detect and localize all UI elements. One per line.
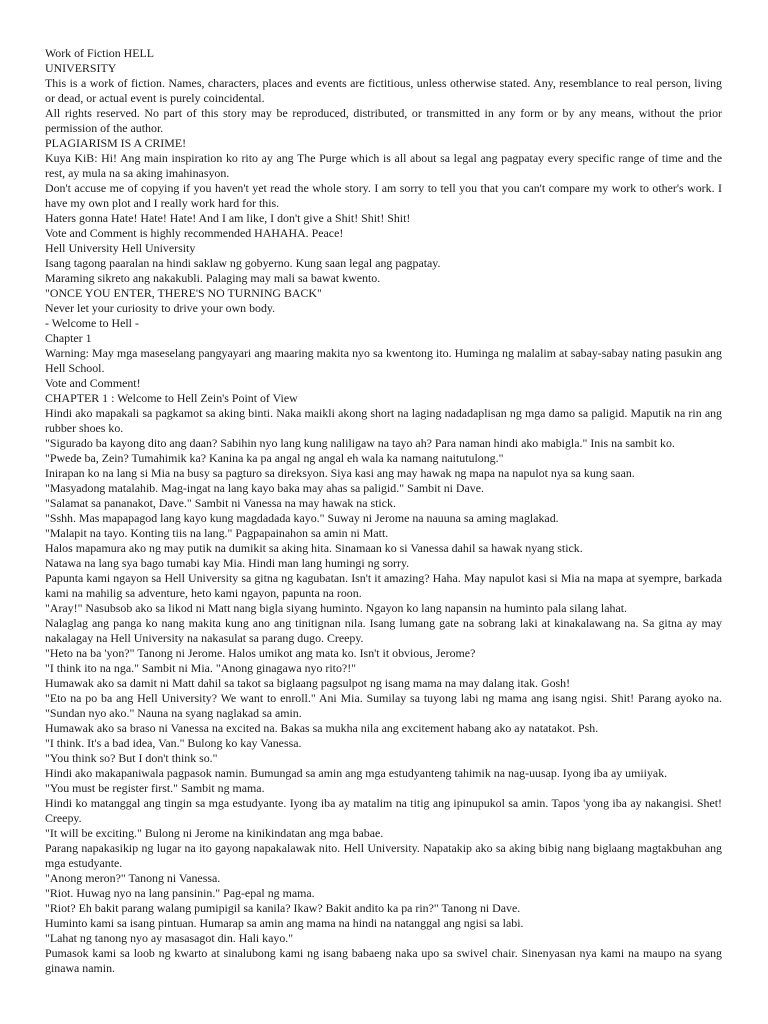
paragraph: "You think so? But I don't think so.": [45, 751, 218, 765]
paragraph: "Masyadong matalahib. Mag-ingat na lang kayo baka may ahas sa paligid." Sambit ni Dave.: [45, 481, 484, 495]
paragraph: "I think ito na nga." Sambit ni Mia. "Anong ginagawa nyo rito?!": [45, 661, 357, 675]
paragraph: Don't accuse me of copying if you haven't yet read the whole story. I am sorry to tell you that you can't compare my work to other's work. I have my own plot and I really work hard for this.: [45, 181, 722, 210]
paragraph: "You must be register first." Sambit ng mama.: [45, 781, 265, 795]
chapter-heading: Chapter 1: [45, 331, 92, 345]
paragraph: Nalaglag ang panga ko nang makita kung ano ang tinitignan nila. Isang lumang gate na sobrang laki at kinakalawang na. Sa gitna ay may nakalagay na Hell University na nakasulat sa parang dugo. Creepy.: [45, 616, 722, 645]
document-page: [45, 46, 722, 976]
paragraph: "Riot? Eh bakit parang walang pumipigil sa kanila? Ikaw? Bakit andito ka pa rin?" Tanong ni Dave.: [45, 901, 521, 915]
paragraph: Vote and Comment is highly recommended HAHAHA. Peace!: [45, 226, 344, 240]
paragraph: "It will be exciting." Bulong ni Jerome na kinikindatan ang mga babae.: [45, 826, 384, 840]
paragraph: Isang tagong paaralan na hindi saklaw ng gobyerno. Kung saan legal ang pagpatay.: [45, 256, 441, 270]
paragraph: "Pwede ba, Zein? Tumahimik ka? Kanina ka pa angal ng angal eh wala ka namang naitutulong.": [45, 451, 504, 465]
paragraph: Natawa na lang sya bago tumabi kay Mia. Hindi man lang humingi ng sorry.: [45, 556, 410, 570]
paragraph: PLAGIARISM IS A CRIME!: [45, 136, 187, 150]
paragraph: "I think. It's a bad idea, Van." Bulong ko kay Vanessa.: [45, 736, 302, 750]
paragraph: Haters gonna Hate! Hate! Hate! And I am like, I don't give a Shit! Shit! Shit!: [45, 211, 411, 225]
chapter-title: CHAPTER 1 : Welcome to Hell Zein's Point of View: [45, 391, 298, 405]
paragraph: Humawak ako sa braso ni Vanessa na excited na. Bakas sa mukha nila ang excitement habang ako ay natatakot. Psh.: [45, 721, 599, 735]
paragraph: "Salamat sa pananakot, Dave." Sambit ni Vanessa na may hawak na stick.: [45, 496, 396, 510]
paragraph: "Anong meron?" Tanong ni Vanessa.: [45, 871, 221, 885]
paragraph: Work of Fiction HELL: [45, 46, 155, 60]
paragraph: "Sigurado ba kayong dito ang daan? Sabihin nyo lang kung naliligaw na tayo ah? Para naman hindi ako mabigla." Inis na sambit ko.: [45, 436, 675, 450]
paragraph: This is a work of fiction. Names, characters, places and events are fictitious, unless otherwise stated. Any, resemblance to real person, living or dead, or actual event is purely coincidental.: [45, 76, 722, 105]
paragraph: Hell University Hell University: [45, 241, 196, 255]
paragraph: UNIVERSITY: [45, 61, 117, 75]
paragraph: Hindi ko matanggal ang tingin sa mga estudyante. Iyong iba ay matalim na titig ang ipinupukol sa amin. Tapos 'yong iba ay nakangisi. Shet! Creepy.: [45, 796, 722, 825]
paragraph: "Eto na po ba ang Hell University? We want to enroll." Ani Mia. Sumilay sa tuyong labi ng mama ang isang ngisi. Shit! Parang ayoko na. "Sundan nyo ako." Nauna na syang naglakad sa amin.: [45, 691, 722, 720]
paragraph: Never let your curiosity to drive your own body.: [45, 301, 276, 315]
paragraph: Kuya KiB: Hi! Ang main inspiration ko rito ay ang The Purge which is all about sa legal ang pagpatay every specific range of time and the rest, ay mula na sa aking imahinasyon.: [45, 151, 722, 180]
paragraph: Parang napakasikip ng lugar na ito gayong napakalawak nito. Hell University. Napatakip ako sa aking bibig nang biglaang magtakbuhan ang mga estudyante.: [45, 841, 722, 870]
paragraph: "Heto na ba 'yon?" Tanong ni Jerome. Halos umikot ang mata ko. Isn't it obvious, Jerome?: [45, 646, 476, 660]
paragraph: Maraming sikreto ang nakakubli. Palaging may mali sa bawat kwento.: [45, 271, 381, 285]
paragraph: Hindi ako makapaniwala pagpasok namin. Bumungad sa amin ang mga estudyanteng tahimik na nag-uusap. Iyong iba ay umiiyak.: [45, 766, 668, 780]
paragraph: Inirapan ko na lang si Mia na busy sa pagturo sa direksyon. Siya kasi ang may hawak ng mapa na napulot nya sa kung saan.: [45, 466, 635, 480]
paragraph: Vote and Comment!: [45, 376, 141, 390]
paragraph: "Sshh. Mas mapapagod lang kayo kung magdadada kayo." Suway ni Jerome na nauuna sa aming maglakad.: [45, 511, 559, 525]
paragraph: "Malapit na tayo. Konting tiis na lang." Pagpapainahon sa amin ni Matt.: [45, 526, 389, 540]
paragraph: "Aray!" Nasubsob ako sa likod ni Matt nang bigla siyang huminto. Ngayon ko lang napansin na huminto pala silang lahat.: [45, 601, 628, 615]
paragraph: - Welcome to Hell -: [45, 316, 139, 330]
paragraph: Warning: May mga maseselang pangyayari ang maaring makita nyo sa kwentong ito. Huminga ng malalim at sabay-sabay nating pasukin ang Hell School.: [45, 346, 722, 375]
paragraph: "Riot. Huwag nyo na lang pansinin." Pag-epal ng mama.: [45, 886, 315, 900]
paragraph: All rights reserved. No part of this story may be reproduced, distributed, or transmitted in any form or by any means, without the prior permission of the author.: [45, 106, 722, 135]
paragraph: "Lahat ng tanong nyo ay masasagot din. Hali kayo.": [45, 931, 294, 945]
paragraph: Papunta kami ngayon sa Hell University sa gitna ng kagubatan. Isn't it amazing? Haha. May napulot kasi si Mia na mapa at syempre, barkada kami na mahilig sa adventure, heto kami ngayon, papunta na roon.: [45, 571, 722, 600]
paragraph: Pumasok kami sa loob ng kwarto at sinalubong kami ng isang babaeng naka upo sa swivel chair. Sinenyasan nya kami na maupo na syang ginawa namin.: [45, 946, 722, 975]
paragraph: Humawak ako sa damit ni Matt dahil sa takot sa biglaang pagsulpot ng isang mama na may dalang itak. Gosh!: [45, 676, 571, 690]
paragraph: "ONCE YOU ENTER, THERE'S NO TURNING BACK": [45, 286, 322, 300]
paragraph: Halos mapamura ako ng may putik na dumikit sa aking hita. Sinamaan ko si Vanessa dahil sa hawak nyang stick.: [45, 541, 583, 555]
paragraph: Hindi ako mapakali sa pagkamot sa aking binti. Naka maikli akong short na laging nadadaplisan ng mga damo sa paligid. Maputik na rin ang rubber shoes ko.: [45, 406, 722, 435]
paragraph: Huminto kami sa isang pintuan. Humarap sa amin ang mama na hindi na natanggal ang ngisi sa labi.: [45, 916, 524, 930]
